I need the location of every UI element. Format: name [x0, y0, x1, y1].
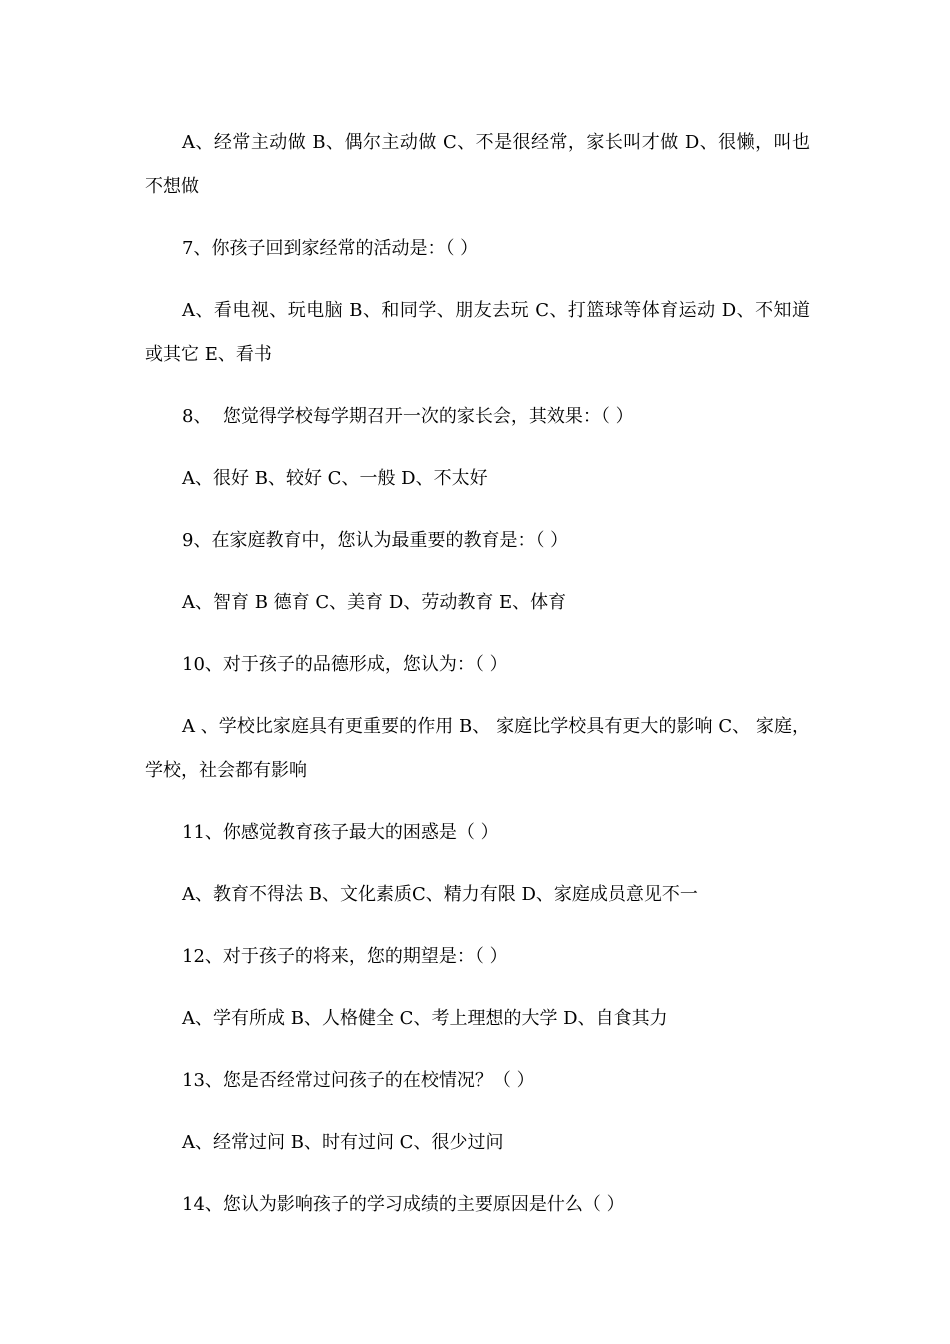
options-q10: A 、学校比家庭具有更重要的作用 B、 家庭比学校具有更大的影响 C、 家庭，学校，社会都有影响	[145, 716, 810, 781]
document-body	[145, 121, 810, 1245]
question-13: 13、您是否经常过问孩子的在校情况？（ ）	[182, 1070, 535, 1091]
options-q13: A、经常过问 B、时有过问 C、很少过问	[182, 1132, 504, 1153]
options-q7: A、看电视、玩电脑 B、和同学、朋友去玩 C、打篮球等体育运动 D、不知道或其它 E、看书	[145, 300, 810, 365]
question-8: 8、 您觉得学校每学期召开一次的家长会，其效果：（ ）	[182, 406, 634, 427]
question-12: 12、对于孩子的将来，您的期望是：（ ）	[182, 946, 508, 967]
options-q9: A、智育 B 德育 C、美育 D、劳动教育 E、体育	[182, 592, 567, 613]
question-7: 7、你孩子回到家经常的活动是：（ ）	[182, 238, 479, 259]
options-q12: A、学有所成 B、人格健全 C、考上理想的大学 D、自食其力	[182, 1008, 668, 1029]
question-9: 9、在家庭教育中，您认为最重要的教育是：（ ）	[182, 530, 569, 551]
question-11: 11、你感觉教育孩子最大的困惑是（ ）	[182, 822, 499, 843]
question-14: 14、您认为影响孩子的学习成绩的主要原因是什么（ ）	[182, 1194, 625, 1215]
question-10: 10、对于孩子的品德形成，您认为：（ ）	[182, 654, 508, 675]
options-q6: A、经常主动做 B、偶尔主动做 C、不是很经常，家长叫才做 D、很懒，叫也不想做	[145, 132, 810, 197]
options-q11: A、教育不得法 B、文化素质C、精力有限 D、家庭成员意见不一	[182, 884, 698, 905]
options-q8: A、很好 B、较好 C、一般 D、不太好	[182, 468, 488, 489]
